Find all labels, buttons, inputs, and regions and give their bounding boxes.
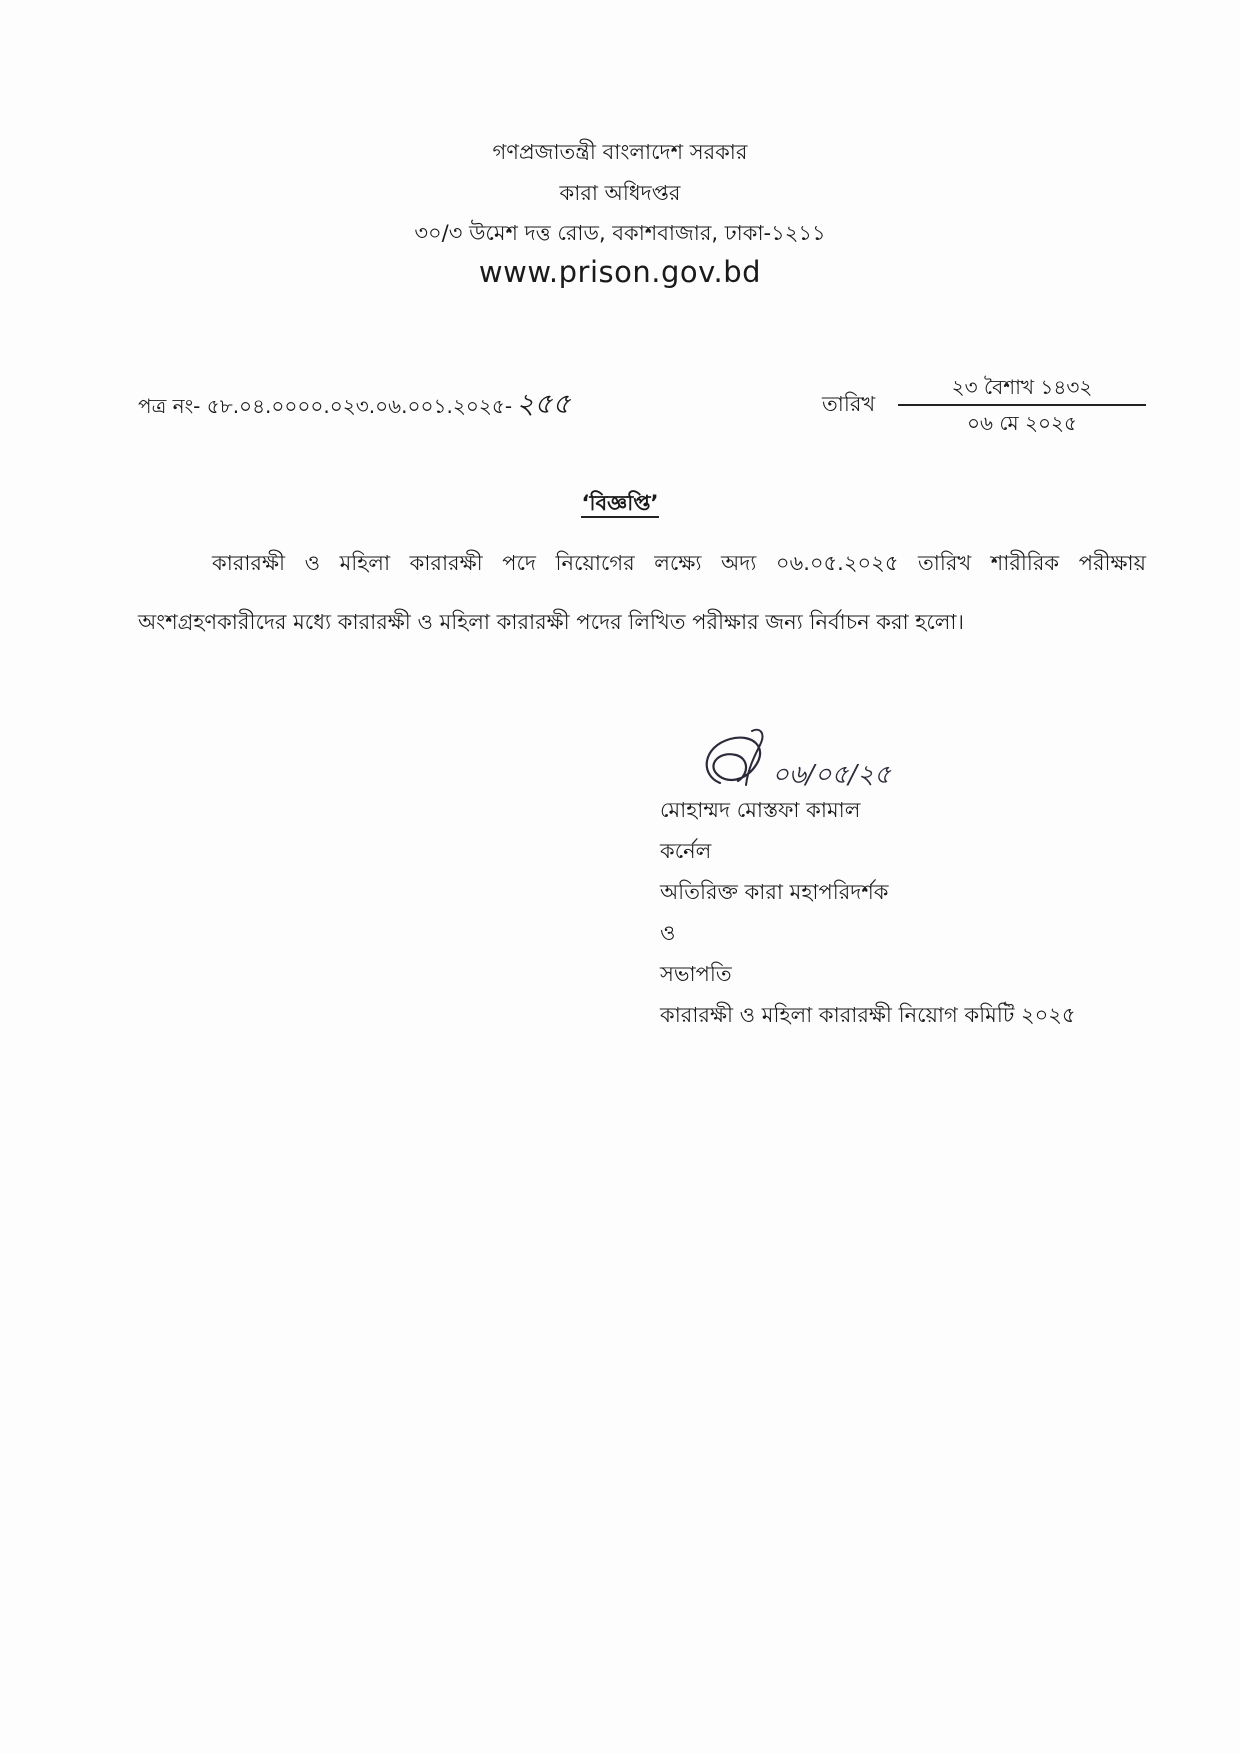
signatory-block — [660, 790, 1076, 1036]
website-url: www.prison.gov.bd — [478, 255, 762, 289]
date-block — [898, 372, 1146, 438]
date-gregorian: ০৬ মে ২০২৫ — [967, 411, 1077, 435]
date-label: তারিখ — [822, 392, 876, 416]
memo-prefix: পত্র নং- ৫৮.০৪.০০০০.০২৩.০৬.০০১.২০২৫- — [138, 394, 513, 418]
government-name: গণপ্রজাতন্ত্রী বাংলাদেশ সরকার — [492, 140, 748, 164]
signatory-conjunction: ও — [660, 921, 676, 945]
office-address: ৩০/৩ উমেশ দত্ত রোড, বকাশবাজার, ঢাকা-১২১১ — [414, 221, 826, 245]
notice-body: কারারক্ষী ও মহিলা কারারক্ষী পদে নিয়োগের লক্ষ্যে অদ্য ০৬.০৫.২০২৫ তারিখ শারীরিক পরীক্ষায় অংশগ্রহণকারীদের মধ্যে কারারক্ষী ও মহিলা কারারক্ষী পদের লিখিত পরীক্ষার জন্য নির্বাচন করা হলো। — [138, 551, 1146, 634]
department-name: কারা অধিদপ্তর — [559, 181, 681, 205]
signatory-designation: অতিরিক্ত কারা মহাপরিদর্শক — [660, 880, 889, 904]
signature-date: ০৬/০৫/২৫ — [772, 760, 891, 790]
signatory-name: মোহাম্মদ মোস্তফা কামাল — [660, 798, 861, 822]
notice-title — [0, 487, 1240, 522]
signatory-rank: কর্নেল — [660, 839, 712, 863]
notice-title-text: ‘বিজ্ঞপ্তি’ — [581, 491, 658, 518]
signatory-role: সভাপতি — [660, 962, 732, 986]
date-bangla: ২৩ বৈশাখ ১৪৩২ — [898, 372, 1146, 406]
handwritten-signature — [690, 725, 920, 800]
memo-number — [138, 387, 571, 420]
handwritten-memo-number: ২৫৫ — [516, 387, 571, 420]
signatory-committee: কারারক্ষী ও মহিলা কারারক্ষী নিয়োগ কমিটি ২০২৫ — [660, 1003, 1076, 1027]
